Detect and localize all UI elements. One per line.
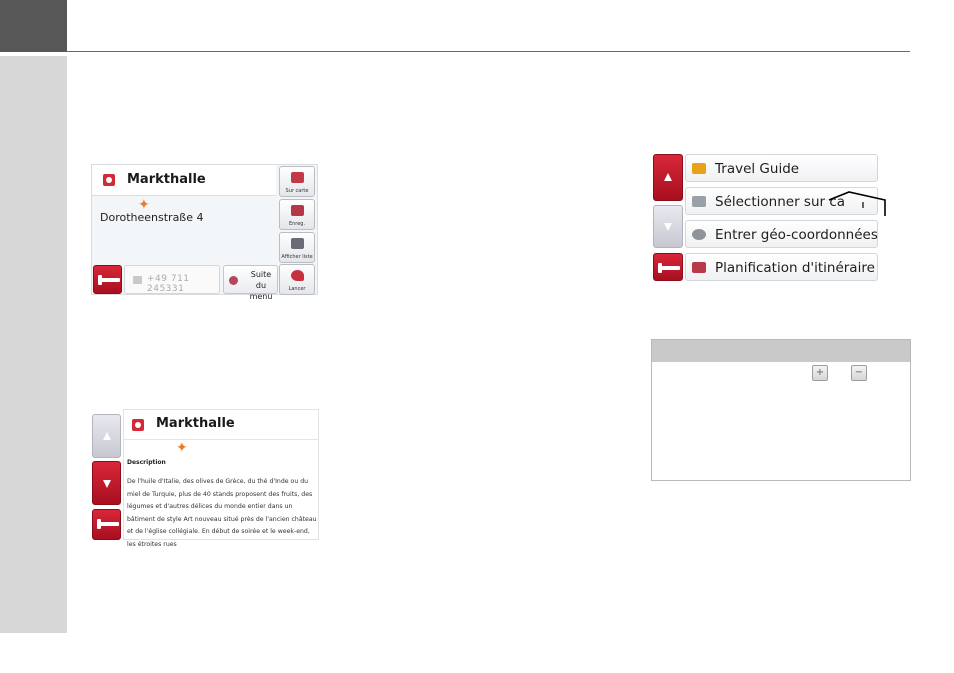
more-menu-label-line2: menu [249,292,273,301]
travel-guide-icon [692,163,706,174]
callout-line [829,186,889,216]
arrow-up-icon [664,173,672,181]
arrow-down-icon [664,223,672,231]
scroll-down-button[interactable] [653,205,683,248]
poi-title: Markthalle [127,172,206,187]
poi-address: Dorotheenstraße 4 [100,211,204,224]
save-button[interactable] [279,199,315,230]
phone-number-field[interactable] [124,265,220,294]
menu-item-label: Entrer géo-coordonnées [715,227,878,243]
route-planning-icon [692,262,706,273]
scroll-up-button[interactable] [653,154,683,201]
description-panel [123,409,319,548]
back-button[interactable] [653,253,683,281]
start-navigation-button[interactable] [279,264,315,295]
scroll-down-button[interactable] [92,461,121,505]
menu-item-travel-guide[interactable] [685,154,878,182]
on-map-button[interactable] [279,166,315,197]
navigate-arrow-icon [291,270,304,281]
back-arrow-icon [100,278,120,282]
arrow-down-icon [103,480,111,488]
poi-category-icon [132,419,144,431]
back-button[interactable] [92,509,121,540]
more-menu-label-line1: Suite du [250,270,272,290]
scroll-up-button[interactable] [92,414,121,458]
phone-icon [133,276,142,284]
more-menu-icon [229,276,238,285]
zoom-out-button[interactable]: − [851,365,867,381]
poi-title: Markthalle [156,416,235,431]
more-menu-button[interactable] [223,265,278,301]
destination-menu-screen [653,154,879,283]
save-flag-icon [291,205,304,216]
show-list-button[interactable] [279,232,315,263]
menu-item-geo-coordinates[interactable] [685,220,878,248]
geo-coordinates-icon [692,229,706,240]
phone-number: +49 711 245331 [147,274,190,294]
poi-description-screen [91,409,319,548]
more-menu-label [245,269,277,302]
zoom-in-button[interactable]: + [812,365,828,381]
menu-item-route-planning[interactable] [685,253,878,281]
start-label: Lancer [288,286,306,292]
poi-category-icon [103,174,115,186]
show-list-label: Afficher liste [281,254,313,260]
poi-star-icon: ✦ [176,440,188,456]
menu-item-label: Travel Guide [715,161,800,177]
back-arrow-icon [99,522,119,526]
poi-star-icon: ✦ [138,197,150,213]
menu-item-label: Sélectionner sur ca [715,194,846,210]
save-label: Enreg. [288,221,306,227]
info-table [651,339,911,481]
sidebar-margin [0,56,67,633]
description-heading: Description [127,459,166,466]
select-on-map-icon [692,196,706,207]
map-flag-icon [291,172,304,183]
menu-item-label: Planification d'itinéraire [715,260,875,276]
poi-detail-screen [91,164,318,301]
page-corner-block [0,0,67,52]
back-button[interactable] [93,265,122,294]
header-rule [67,51,910,52]
poi-header [124,410,318,440]
description-text: De l'huile d'Italie, des olives de Grèce, du thé d'Inde ou du miel de Turquie, plus de 40 stands proposent des fruits, des légumes et d'autres délices du monde entier dans un bâtiment de style Art nouveau situé près de l'ancien château et de l'église collégiale. En début de soirée et le week-end, les étroites rues [127,478,317,548]
on-map-label: Sur carte [285,188,309,194]
back-arrow-icon [660,266,680,270]
arrow-up-icon [103,432,111,440]
list-flag-icon [291,238,304,249]
table-header [652,340,910,362]
poi-header [92,165,276,196]
